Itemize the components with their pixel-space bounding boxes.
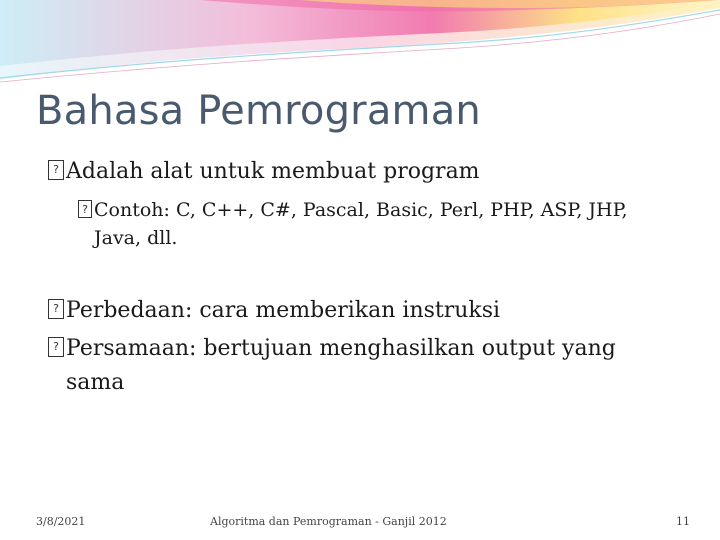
bullet-item-2: [48, 294, 500, 328]
sub-bullet-text-line2: Java, dll.: [94, 227, 178, 249]
bullet-text-line2: sama: [66, 370, 125, 395]
bullet-text: Adalah alat untuk membuat program: [66, 159, 480, 184]
missing-glyph-bullet-icon: [48, 160, 64, 180]
bullet-text-line1: Persamaan: bertujuan menghasilkan output yang: [66, 336, 616, 361]
bullet-item-1: [48, 155, 480, 189]
footer-date: 3/8/2021: [36, 515, 86, 528]
slide-title: Bahasa Pemrograman: [36, 88, 481, 134]
bullet-text: Perbedaan: cara memberikan instruksi: [66, 298, 501, 323]
header-wave-decoration: [0, 0, 720, 90]
footer-page-number: 11: [676, 515, 690, 528]
missing-glyph-bullet-icon: [48, 337, 64, 357]
sub-bullet-text-line1: Contoh: C, C++, C#, Pascal, Basic, Perl, PHP, ASP, JHP,: [94, 199, 628, 221]
missing-glyph-bullet-icon: [78, 200, 92, 218]
sub-bullet-item-1: [78, 196, 628, 252]
footer-center-text: Algoritma dan Pemrograman - Ganjil 2012: [210, 515, 447, 528]
bullet-item-3: [48, 332, 616, 400]
missing-glyph-bullet-icon: [48, 299, 64, 319]
